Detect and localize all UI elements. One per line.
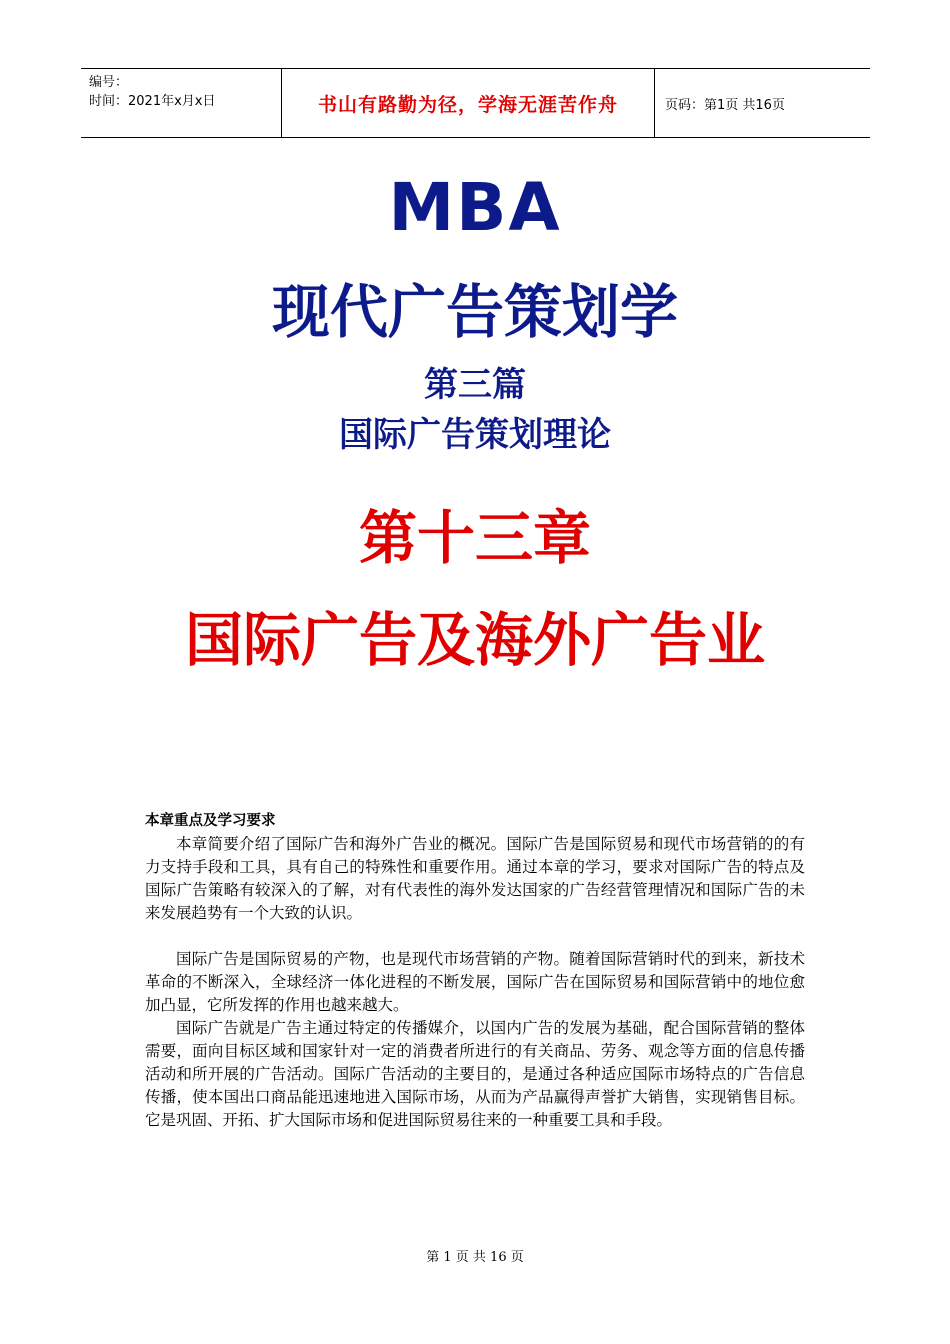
body-text bbox=[145, 810, 805, 1132]
time-label: 时间：2021年x月x日 bbox=[89, 94, 216, 109]
chapter-number: 第十三章 bbox=[358, 504, 591, 572]
section-heading: 本章重点及学习要求 bbox=[145, 813, 276, 829]
header-table bbox=[81, 68, 870, 138]
chapter-title: 国际广告及海外广告业 bbox=[184, 606, 765, 674]
part-number: 第三篇 bbox=[424, 365, 526, 405]
part-title: 国际广告策划理论 bbox=[339, 415, 611, 455]
paragraph: 本章简要介绍了国际广告和海外广告业的概况。国际广告是国际贸易和现代市场营销的的有力支持手段和工具，具有自己的特殊性和重要作用。通过本章的学习，要求对国际广告的特点及国际广告策略有较深入的了解，对有代表性的海外发达国家的广告经营管理情况和国际广告的未来发展趋势有一个大致的认识。 bbox=[145, 835, 805, 922]
paragraph: 国际广告就是广告主通过特定的传播媒介，以国内广告的发展为基础，配合国际营销的整体需要，面向目标区域和国家针对一定的消费者所进行的有关商品、劳务、观念等方面的信息传播活动和所开展的广告活动。国际广告活动的主要目的，是通过各种适应国际市场特点的广告信息传播，使本国出口商品能迅速地进入国际市场，从而为产品赢得声誉扩大销售，实现销售目标。它是巩固、开拓、扩大国际市场和促进国际贸易往来的一种重要工具和手段。 bbox=[145, 1019, 805, 1129]
book-title: 现代广告策划学 bbox=[271, 278, 678, 346]
number-label: 编号： bbox=[89, 75, 129, 90]
title-mba: MBA bbox=[388, 169, 562, 246]
header-page-info: 页码：第1页 共16页 bbox=[665, 97, 785, 113]
paragraph: 国际广告是国际贸易的产物，也是现代市场营销的产物。随着国际营销时代的到来，新技术革命的不断深入，全球经济一体化进程的不断发展，国际广告在国际贸易和国际营销中的地位愈加凸显，它所发挥的作用也越来越大。 bbox=[145, 950, 805, 1014]
page-footer: 第 1 页 共 16 页 bbox=[426, 1250, 524, 1265]
header-motto: 书山有路勤为径，学海无涯苦作舟 bbox=[281, 69, 655, 137]
header-meta bbox=[81, 69, 281, 137]
